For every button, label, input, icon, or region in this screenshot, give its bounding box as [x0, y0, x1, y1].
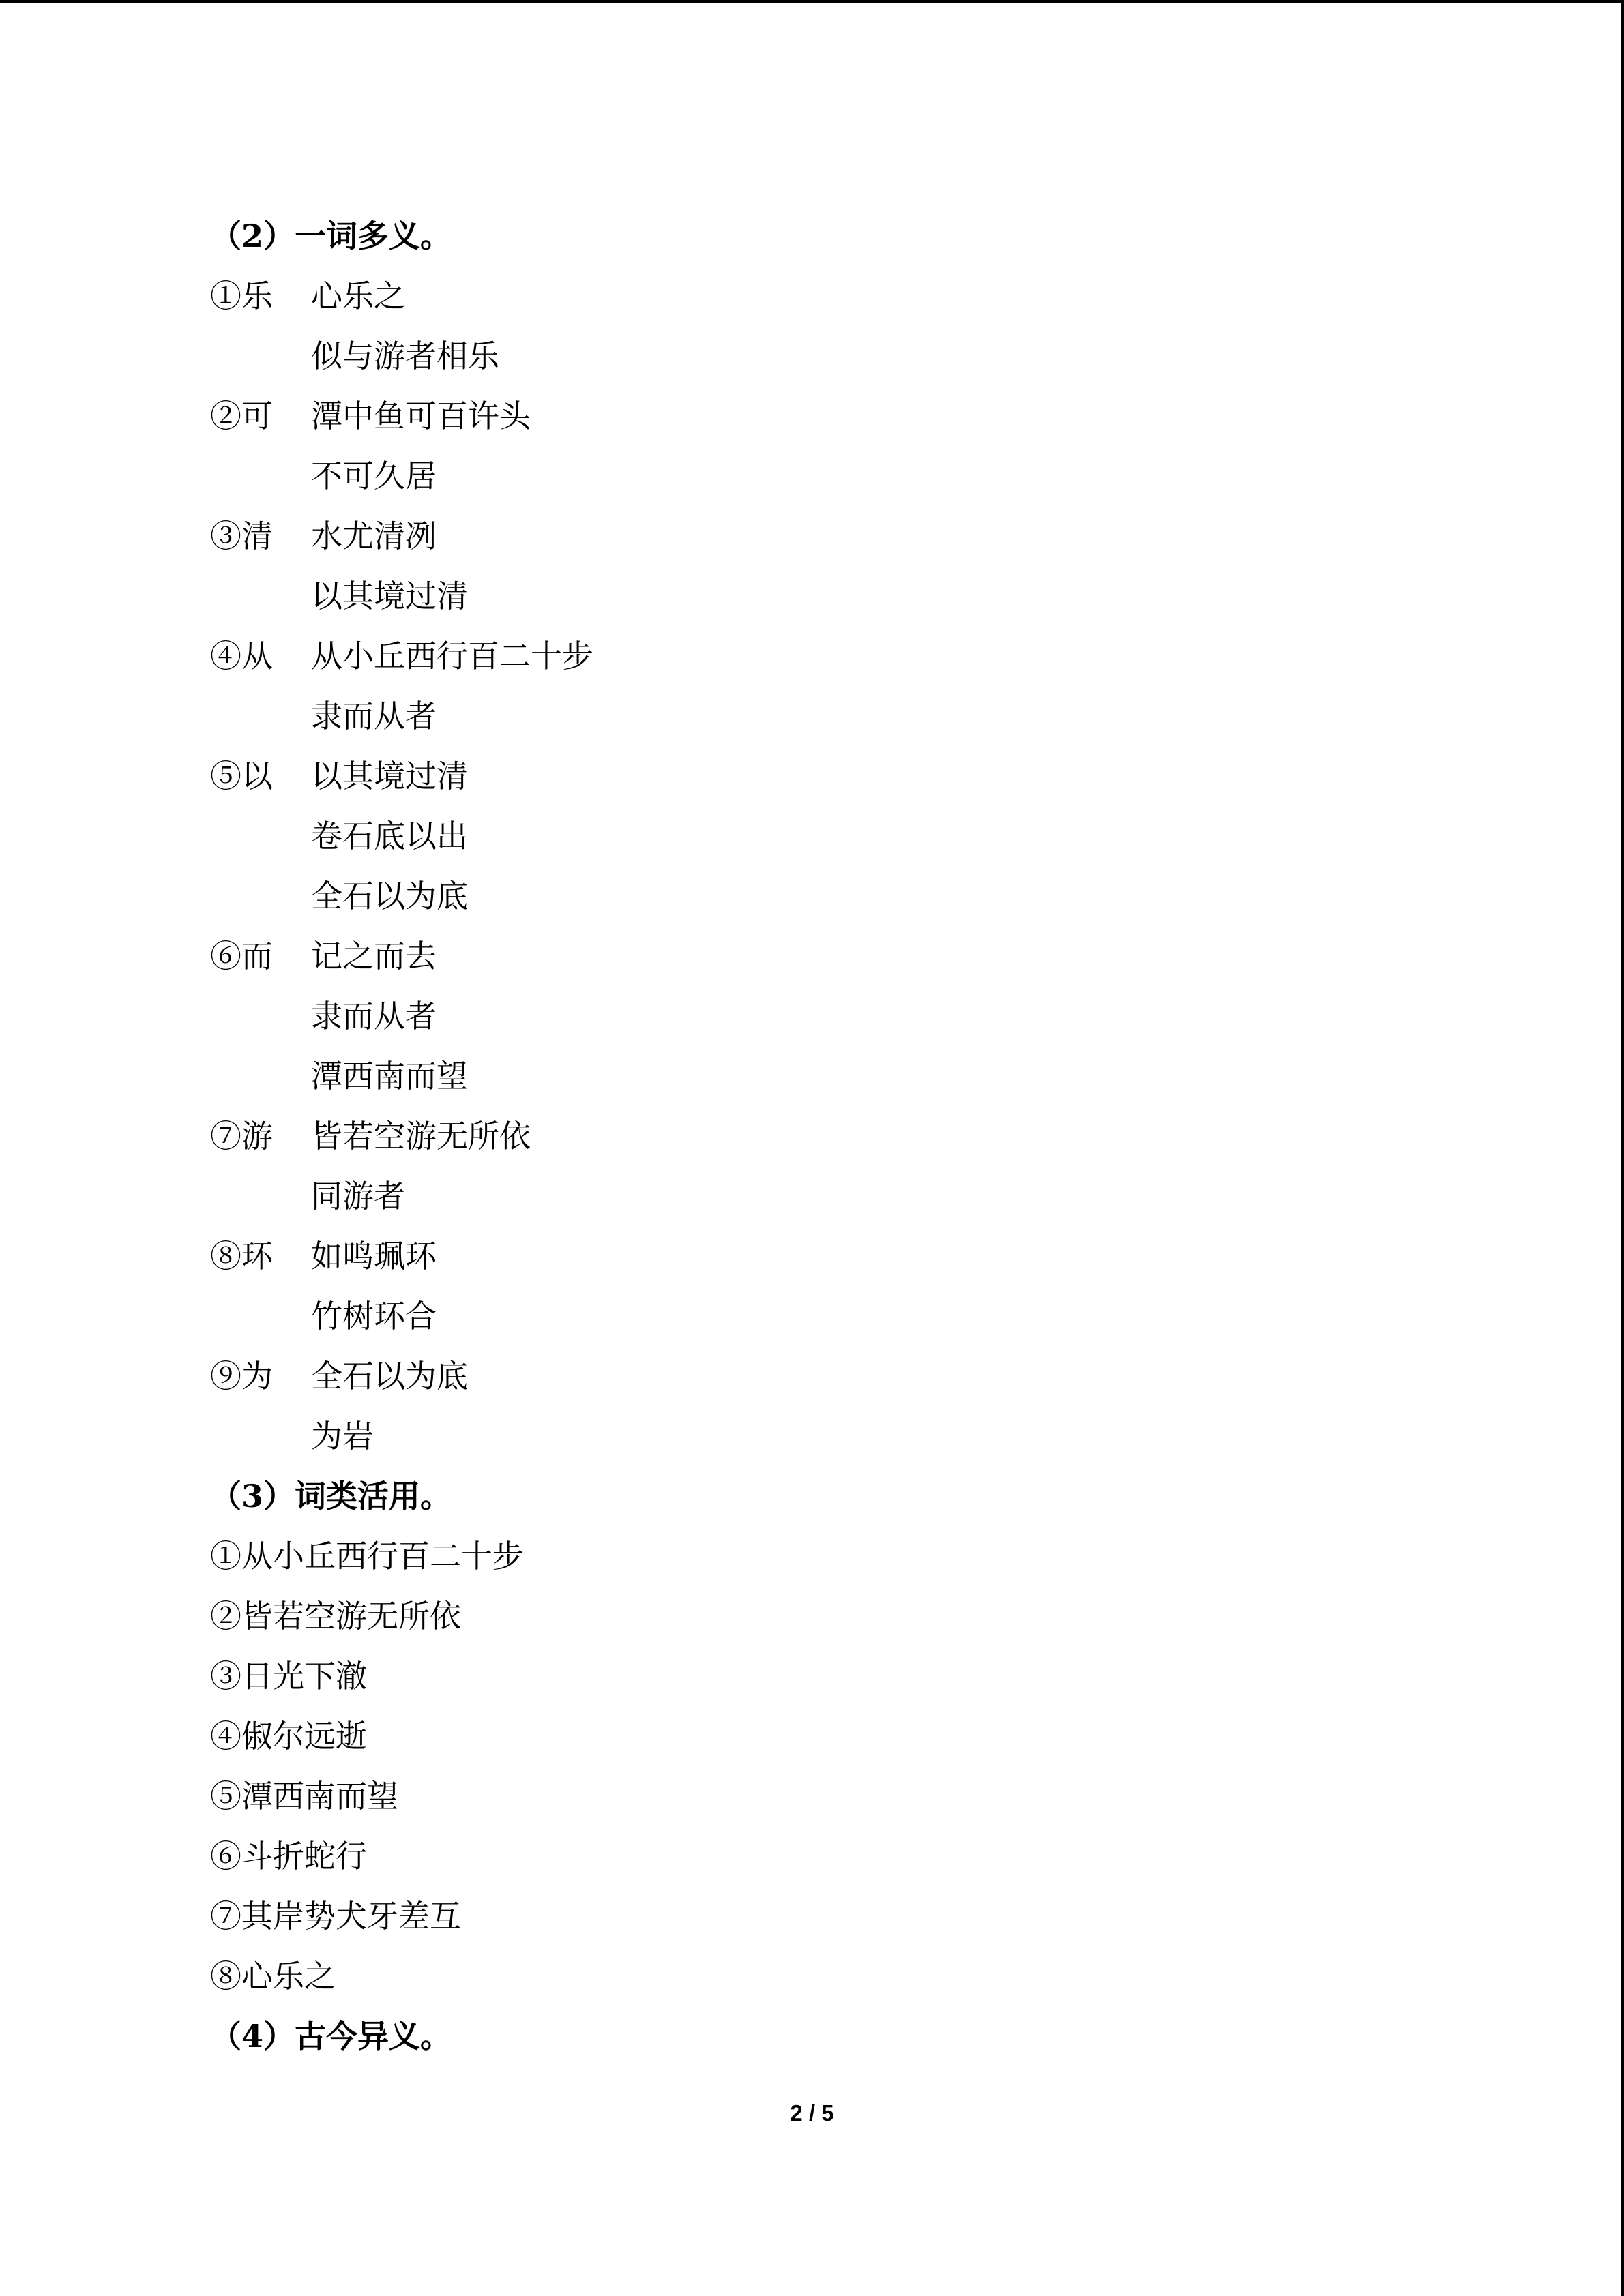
polysemy-entry: [210, 1352, 1506, 1412]
polysemy-example: 心乐之: [311, 278, 405, 314]
polysemy-key: ⑧环: [210, 1238, 273, 1274]
document-body: [210, 211, 1506, 2072]
polysemy-entry: [210, 271, 1506, 331]
polysemy-entry-continued: [210, 571, 1506, 631]
polysemy-entry-continued: [210, 451, 1506, 511]
polysemy-entry: [210, 511, 1506, 571]
polysemy-key: ⑦游: [210, 1118, 273, 1154]
polysemy-entry-continued: [210, 1412, 1506, 1472]
page-border-top: [0, 0, 1624, 3]
page-border-right: [1621, 0, 1624, 2296]
polysemy-entry-continued: [210, 1292, 1506, 1352]
polysemy-key: ②可: [210, 398, 273, 434]
polysemy-key: ③清: [210, 518, 273, 554]
section-heading-word-class: （3）词类活用。: [210, 1478, 452, 1515]
polysemy-example: 隶而从者: [311, 998, 437, 1034]
polysemy-entry: [210, 1112, 1506, 1172]
polysemy-example: 潭西南而望: [311, 1058, 468, 1094]
polysemy-example: 隶而从者: [311, 698, 437, 734]
polysemy-example: 记之而去: [311, 938, 437, 974]
polysemy-entry-continued: [210, 811, 1506, 871]
polysemy-example: 潭中鱼可百许头: [311, 398, 531, 434]
polysemy-entry: [210, 931, 1506, 992]
polysemy-key: ⑤以: [210, 758, 273, 794]
polysemy-entry: [210, 1232, 1506, 1292]
page-number: 2 / 5: [790, 2100, 834, 2126]
word-class-item: ⑥斗折蛇行: [210, 1838, 367, 1875]
polysemy-example: 皆若空游无所依: [311, 1118, 531, 1154]
word-class-item: ⑦其岸势犬牙差互: [210, 1898, 461, 1935]
word-class-item: ④俶尔远逝: [210, 1718, 367, 1755]
word-class-item: ⑤潭西南而望: [210, 1778, 398, 1815]
polysemy-key: ④从: [210, 638, 273, 674]
polysemy-entry-continued: [210, 1172, 1506, 1232]
polysemy-entry-continued: [210, 691, 1506, 751]
polysemy-example: 以其境过清: [311, 578, 468, 614]
polysemy-example: 如鸣珮环: [311, 1238, 437, 1274]
polysemy-entry-continued: [210, 331, 1506, 391]
polysemy-example: 为岩: [311, 1418, 374, 1455]
polysemy-example: 似与游者相乐: [311, 338, 499, 374]
polysemy-key: ⑥而: [210, 938, 273, 974]
polysemy-entry: [210, 631, 1506, 691]
polysemy-entry: [210, 751, 1506, 811]
polysemy-example: 从小丘西行百二十步: [311, 638, 593, 674]
polysemy-example: 同游者: [311, 1178, 405, 1214]
polysemy-entry-continued: [210, 1052, 1506, 1112]
section-heading-polysemy: （2）一词多义。: [210, 218, 452, 254]
word-class-item: ①从小丘西行百二十步: [210, 1538, 524, 1575]
word-class-item: ③日光下澈: [210, 1658, 367, 1695]
polysemy-example: 不可久居: [311, 458, 437, 494]
polysemy-example: 以其境过清: [311, 758, 468, 794]
polysemy-entry-continued: [210, 992, 1506, 1052]
polysemy-key: ①乐: [210, 278, 273, 314]
polysemy-example: 全石以为底: [311, 878, 468, 914]
section-heading-ancient-modern: （4）古今异义。: [210, 2018, 452, 2055]
polysemy-example: 全石以为底: [311, 1358, 468, 1395]
polysemy-example: 水尤清冽: [311, 518, 437, 554]
word-class-item: ②皆若空游无所依: [210, 1598, 461, 1635]
polysemy-example: 竹树环合: [311, 1298, 437, 1335]
polysemy-entry-continued: [210, 871, 1506, 931]
polysemy-example: 卷石底以出: [311, 818, 468, 854]
polysemy-entry: [210, 391, 1506, 451]
polysemy-key: ⑨为: [210, 1358, 273, 1395]
word-class-item: ⑧心乐之: [210, 1958, 336, 1995]
